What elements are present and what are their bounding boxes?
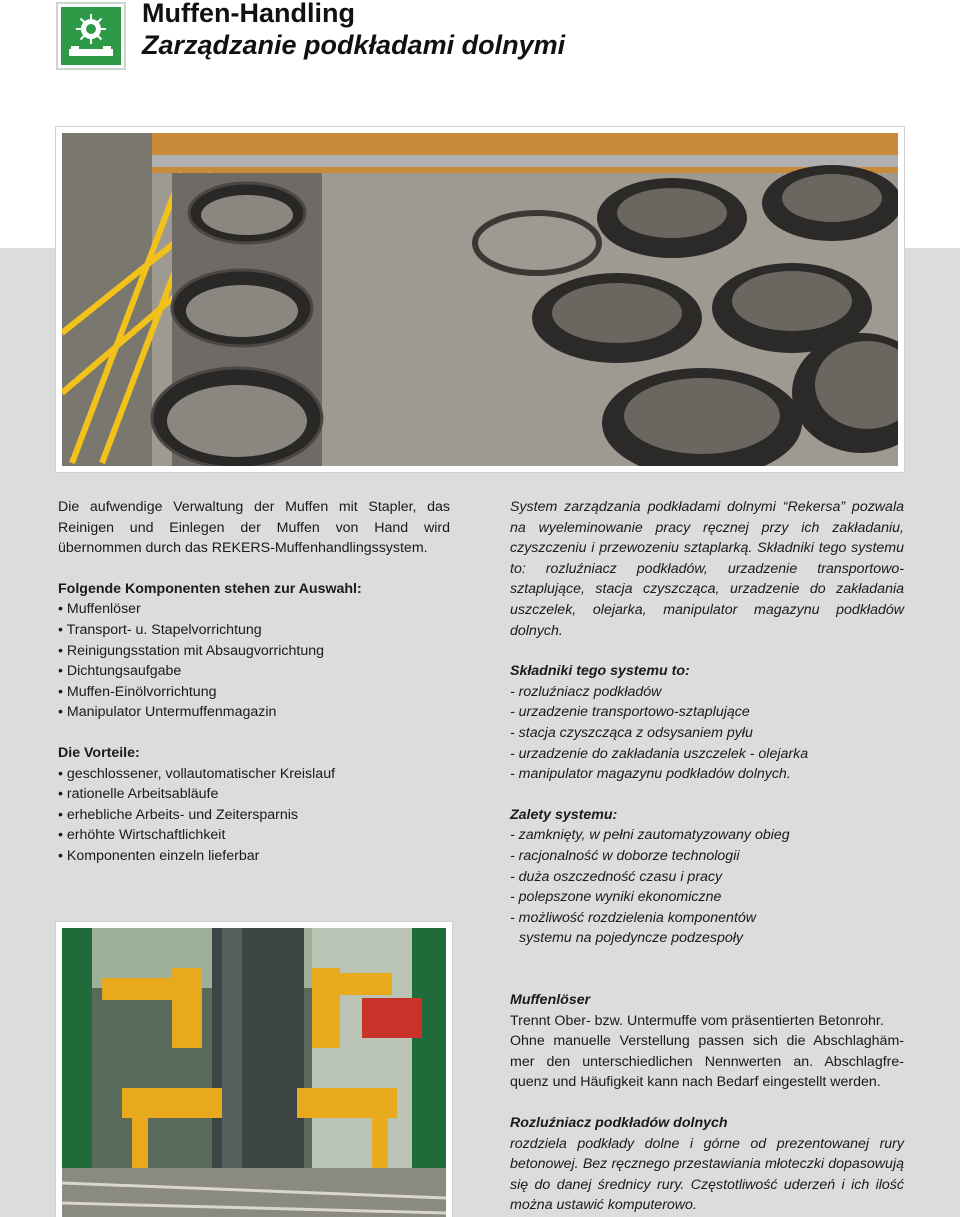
page-title-de: Muffen-Handling	[142, 0, 355, 28]
list-item: - duża oszczedność czasu i pracy	[510, 868, 723, 885]
muffenloser-heading: Muffenlöser	[510, 992, 591, 1008]
text-line: quenz und Häufigkeit kann nach Bedarf eingestellt werden.	[510, 1074, 881, 1091]
text-line: Ohne manuelle Verstellung passen sich die Abschlaghäm-	[510, 1033, 904, 1050]
manipulator-machine-photo	[56, 922, 452, 1217]
list-item: - urzadzenie transportowo-sztaplujące	[510, 704, 750, 721]
list-item: - rozluźniacz podkładów	[510, 683, 662, 700]
list-item: • Reinigungsstation mit Absaugvorrichtung	[58, 642, 325, 659]
list-item: • Dichtungsaufgabe	[58, 663, 182, 680]
list-item: • geschlossener, vollautomatischer Kreislauf	[58, 765, 336, 782]
page-title-pl: Zarządzanie podkładami dolnymi	[142, 30, 566, 60]
socket-rings-photo	[56, 127, 904, 472]
components-heading-de: Folgende Komponenten stehen zur Auswahl:	[58, 580, 362, 597]
list-item: - urzadzenie do zakładania uszczelek - olejarka	[510, 745, 809, 762]
list-item: • Transport- u. Stapelvorrichtung	[58, 621, 262, 638]
list-item: - stacja czyszcząca z odsysaniem pyłu	[510, 724, 753, 741]
text-line: Trennt Ober- bzw. Untermuffe vom präsentierten Betonrohr.	[510, 1012, 884, 1029]
text-line: betonowej. Bez ręcznego przestawiania młoteczki dopasowują	[510, 1156, 904, 1173]
text-line: można ustawić komputerowo.	[510, 1197, 697, 1214]
list-item: • Muffen-Einölvorrichtung	[58, 683, 217, 700]
list-item: • erhöhte Wirtschaftlichkeit	[58, 827, 226, 844]
list-item: • erhebliche Arbeits- und Zeitersparnis	[58, 806, 298, 823]
intro-de: Die aufwendige Verwaltung der Muffen mit Stapler, das Reinigen und Einlegen der Muffen von Hand wird übernommen durch das REKERS-Muffenhandlingssystem.	[58, 499, 450, 557]
text-line: rozdziela podkłady dolne i górne od prezentowanej rury	[510, 1135, 904, 1152]
advantages-heading-pl: Zalety systemu:	[510, 806, 618, 823]
german-column	[58, 497, 450, 867]
text-line: się do danej średnicy rury. Częstotliwość uderzeń i ich ilość	[510, 1176, 904, 1193]
list-item: • Komponenten einzeln lieferbar	[58, 847, 260, 864]
polish-column	[510, 497, 904, 949]
list-item: • rationelle Arbeitsabläufe	[58, 786, 219, 803]
logo	[56, 2, 126, 70]
intro-pl: System zarządzania podkładami dolnymi “Rekersa” pozwala na wyeleminowanie pracy ręcznej przy ich zakładaniu, czyszczeniu i przewozeniu sztaplarką. Składniki tego systemu to: rozluźniacz podkładów, urzadzenie transportowo-sztaplujące, stacja czyszcząca, urzadzenie do zakładania uszczelek, olejarka, manipulator magazynu podkładów dolnych.	[510, 499, 904, 639]
list-item: systemu na pojedyncze podzespoły	[519, 930, 743, 947]
list-item: - racjonalność w doborze technologii	[510, 847, 740, 864]
text-line: mer den unterschiedlichen Nennwerten an. Abschlagfre-	[510, 1053, 904, 1070]
components-heading-pl: Składniki tego systemu to:	[510, 663, 690, 680]
list-item: - polepszone wyniki ekonomiczne	[510, 889, 722, 906]
list-item: • Manipulator Untermuffenmagazin	[58, 704, 277, 721]
rozluzniacz-heading: Rozluźniacz podkładów dolnych	[510, 1115, 728, 1131]
muffenloser-section	[510, 990, 904, 1093]
rozluzniacz-section	[510, 1113, 904, 1216]
list-item: • Muffenlöser	[58, 601, 141, 618]
list-item: - zamknięty, w pełni zautomatyzowany obieg	[510, 827, 790, 844]
list-item: - manipulator magazynu podkładów dolnych.	[510, 766, 791, 783]
list-item: - możliwość rozdzielenia komponentów	[510, 909, 757, 926]
gear-press-logo-icon	[61, 7, 121, 65]
advantages-heading-de: Die Vorteile:	[58, 744, 140, 761]
